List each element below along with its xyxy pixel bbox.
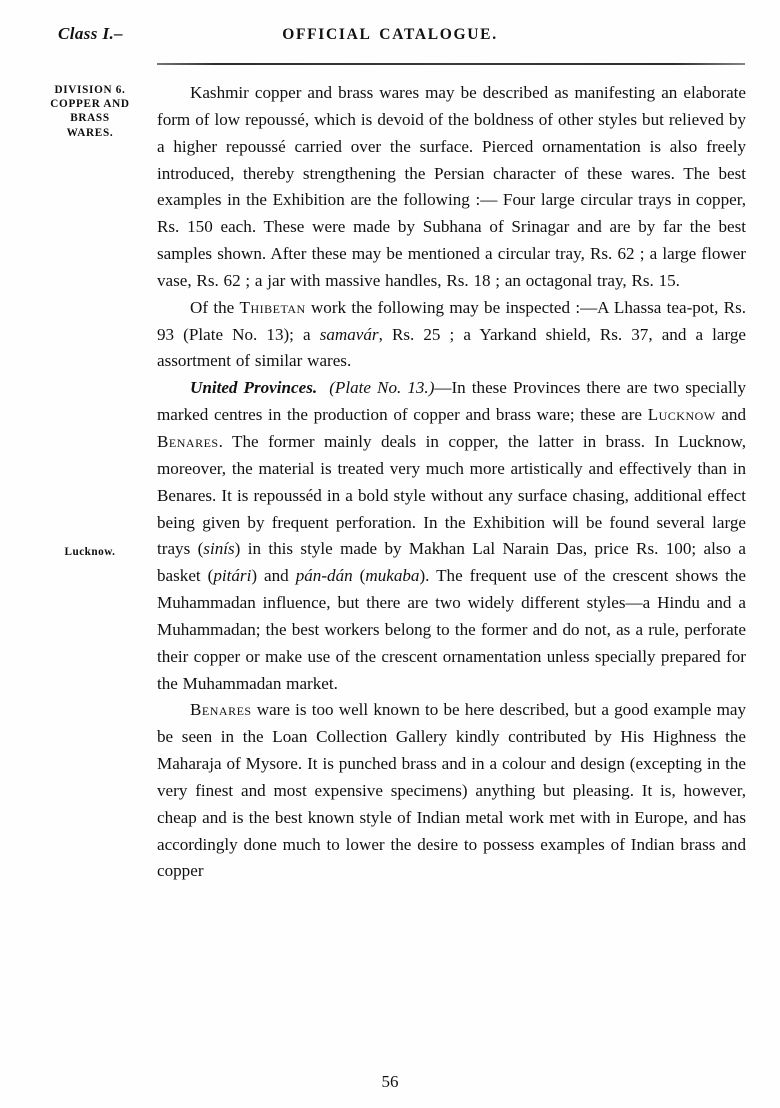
margin-note-division-line-4: WARES.	[66, 126, 114, 139]
thibetan-mid-text: work the following may be inspected :—A Lhassa tea-pot, Rs. 93 (Plate No. 13); a	[157, 297, 746, 344]
mukaba-italic: mukaba	[365, 566, 420, 586]
united-provinces-part-7: ). The frequent use of the crescent shows the Muhammadan influence, but there are two widely different styles—a Hindu and a Muhammadan; the best workers belong to the former and do not, as a rule, perforate their copper or make use of the crescent ornamentation unless specially prepared for the Muhammadan market.	[157, 566, 746, 693]
margin-note-division-line-3: BRASS	[70, 112, 110, 125]
paragraph-thibetan-work	[157, 295, 746, 376]
united-provinces-part-1: —In these Provinces there are two specially marked centres in the production of copper and brass ware; these are	[157, 378, 746, 425]
thibetan-lead-text: Of the	[190, 297, 240, 317]
body-text-column	[157, 80, 746, 885]
page-title: OFFICIAL CATALOGUE.	[282, 26, 498, 43]
united-provinces-part-4: ) in this style made by Makhan Lal Narain Das, price Rs. 100; also a basket (	[157, 539, 746, 586]
united-provinces-part-3: . The former mainly deals in copper, the latter in brass. In Lucknow, moreover, the material is treated very much more artistically and effectively than in Benares. It is repousséd in a bold style without any surface chasing, additional effect being given by frequent perforation. In the Exhibition will be found several large trays (	[157, 431, 746, 559]
pandan-italic: pán-dán	[295, 566, 353, 586]
thibetan-tail-text: , Rs. 25 ; a Yarkand shield, Rs. 37, and a large assortment of similar wares.	[157, 324, 746, 371]
benares-smallcaps: Benares	[157, 431, 219, 451]
samavar-italic: samavár	[319, 324, 379, 344]
united-provinces-part-2: and	[715, 405, 746, 425]
pitari-italic: pitári	[213, 566, 252, 586]
paragraph-kashmir-wares-text: Kashmir copper and brass wares may be described as manifesting an elaborate form of low repoussé, which is devoid of the boldness of other styles but relieved by a higher repoussé carried over the surface. Pierced ornamentation is also freely introduced, thereby strengthening the Persian character of these wares. The best examples in the Exhibition are the following :— Four large circular trays in copper, Rs. 150 each. These were made by Subhana of Srinagar and are by far the best samples shown. After these may be mentioned a circular tray, Rs. 62 ; a large flower vase, Rs. 62 ; a jar with massive handles, Rs. 18 ; an octagonal tray, Rs. 15.	[157, 83, 746, 290]
paragraph-kashmir-wares	[157, 80, 746, 295]
united-provinces-part-5: ) and	[251, 566, 296, 586]
benares-ware-smallcaps: Benares	[190, 700, 252, 720]
header-rule-divider	[157, 63, 745, 65]
class-label: Class I.–	[58, 24, 124, 43]
page-number: 56	[381, 1072, 399, 1091]
margin-note-lucknow: Lucknow.	[64, 546, 116, 558]
lucknow-smallcaps: Lucknow	[647, 405, 716, 425]
margin-note-division	[30, 83, 150, 140]
united-provinces-heading: United Provinces.	[190, 378, 318, 398]
thibetan-smallcaps: Thibetan	[239, 297, 306, 317]
united-provinces-part-6: (	[352, 566, 366, 586]
paragraph-benares-ware	[157, 697, 746, 885]
benares-ware-text: ware is too well known to be here described, but a good example may be seen in the Loan Collection Gallery kindly contributed by His Highness the Maharaja of Mysore. It is punched brass and in a colour and design (excepting in the very finest and most expensive specimens) anything but pleasing. It is, however, cheap and is the best known style of Indian metal work met with in Europe, and has accordingly done much to lower the desire to possess examples of Indian brass and copper	[157, 700, 746, 881]
plate-reference: (Plate No. 13.)	[329, 378, 435, 398]
margin-note-division-line-2: COPPER AND	[50, 98, 130, 111]
sinis-italic: sinís	[203, 539, 235, 559]
running-head	[0, 24, 780, 54]
margin-note-division-line-1: DIVISION 6.	[54, 84, 126, 96]
paragraph-united-provinces	[157, 375, 746, 697]
